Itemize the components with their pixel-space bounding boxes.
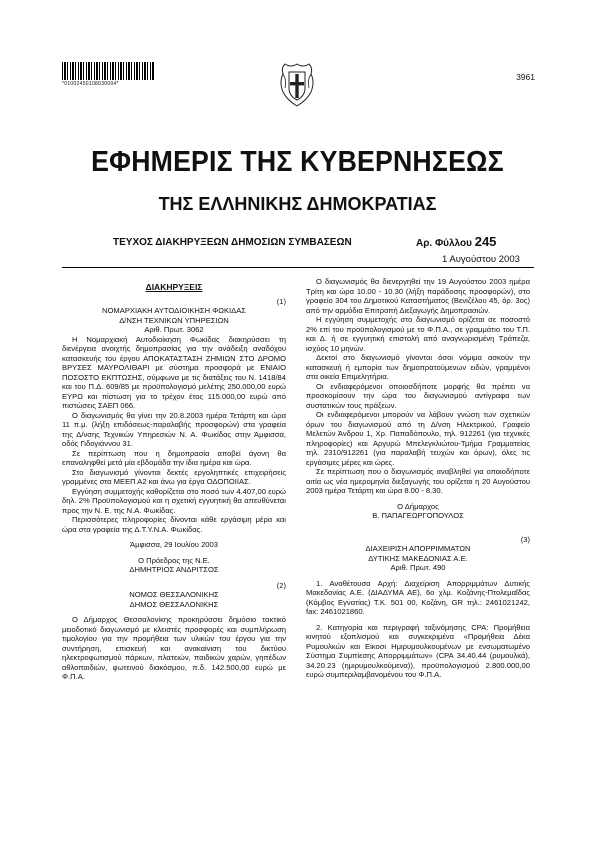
sheet-number-block <box>416 234 496 249</box>
protocol-number: Αριθ. Πρωτ. 3062 <box>144 325 204 334</box>
signer-title: Ο Πρόεδρος της Ν.Ε. <box>138 555 210 565</box>
paragraph: Ο διαγωνισμός θα γίνει την 20.8.2003 ημέρα Τετάρτη και ώρα 11 π.μ. (λήξη επιδόσεως-παραλαβής προσφορών) στα γραφεία της Δ/νσης Τεχνικών Υπηρεσιών Ν. Α. Φωκίδας στην Άμφισσα, οδός Γιδογιάννου 31. <box>62 410 286 448</box>
organization-dept: Δ/ΝΣΗ ΤΕΧΝΙΚΩΝ ΥΠΗΡΕΣΙΩΝ <box>119 315 229 325</box>
page-number: 3961 <box>516 72 535 82</box>
gazette-title: ΕΦΗΜΕΡΙΣ ΤΗΣ ΚΥΒΕΡΝΗΣΕΩΣ <box>91 146 504 178</box>
paragraph: Σε περίπτωση που ο διαγωνισμός αναβληθεί για οποιοδήποτε αιτία ως νέα ημερομηνία διεξαγωγής του ορίζεται η 20 Αυγούστου 2003 ημέρα Τετάρτη και ώρα 8.00 - 8.30. <box>306 467 530 495</box>
protocol-number: Αριθ. Πρωτ. 490 <box>390 563 446 572</box>
paragraph: Δεκτοί στο διαγωνισμό γίνονται όσοι νόμιμα ασκούν την κατασκευή ή εμπορία των δημοπρατούμενων ειδών, γραμμένοι στα οικεία Επιμελητήρια. <box>306 353 530 381</box>
paragraph: Η εγγύηση συμμετοχής στο διαγωνισμό ορίζεται σε ποσοστό 2% επί του προϋπολογισμού με το Φ.Π.Α., σε γραμμάτιο του Τ.Π. και Δ. ή σε εγγυητική επιστολή από αναγνωρισμένη Τράπεζα, ισχύος 10 μηνών. <box>306 315 530 353</box>
issue-date: 1 Αυγούστου 2003 <box>442 254 520 265</box>
notice-number: (3) <box>520 534 530 544</box>
left-column <box>62 277 286 682</box>
right-column <box>306 277 530 680</box>
paragraph: Ο διαγωνισμός θα διενεργηθεί την 19 Αυγούστου 2003 ημέρα Τρίτη και ώρα 10.00 - 10.30 (λήξη παράδοσης προσφορών), στο γραφείο 304 του Δημοτικού Καταστήματος (Βενιζέλου 45, όρ. 3ος) από την αρμόδια Επιτροπή Διεξαγωγής Δημοπρασιών. <box>306 277 530 315</box>
sheet-label: Αρ. Φύλλου <box>416 238 472 249</box>
organization-dept: ΔΗΜΟΣ ΘΕΣΣΑΛΟΝΙΚΗΣ <box>129 599 219 609</box>
organization-dept: ΔΥΤΙΚΗΣ ΜΑΚΕΔΟΝΙΑΣ Α.Ε. <box>368 553 468 563</box>
paragraph: 2. Κατηγορία και περιγραφή ταξινόμησης CPA: Προμήθεια κινητού εξοπλισμού και συγκεκριμένα «Προμήθεια Δέκα Ρυμουλκών και Είκοσι Ημιρυμουλκουμένων με ενσωματωμένο Σύστημα Συμπίεσης Απορριμμάτων» (CPA 34.40.44 (ρυμουλκά), 34.20.23 (ημιρυμουλκούμενα)), προϋπολογισμού 2.800.000,00 ευρώ συμπεριλαμβανομένου του Φ.Π.Α. <box>306 622 530 679</box>
place-date: Άμφισσα, 29 Ιουλίου 2003 <box>130 540 218 549</box>
paragraph: Οι ενδιαφερόμενοι οποιοσδήποτε μορφής θα πρέπει να προσκομίσουν την ώρα του διαγωνισμού αντίγραφα των συστατικών τους πράξεων. <box>306 381 530 410</box>
gazette-subtitle: ΤΗΣ ΕΛΛΗΝΙΚΗΣ ΔΗΜΟΚΡΑΤΙΑΣ <box>158 194 437 214</box>
issue-series: ΤΕΥΧΟΣ ΔΙΑΚΗΡΥΞΕΩΝ ΔΗΜΟΣΙΩΝ ΣΥΜΒΑΣΕΩΝ <box>113 237 352 248</box>
barcode-bars <box>62 62 154 80</box>
paragraph: Περισσότερες πληροφορίες δίνονται κάθε εργάσιμη μέρα και ώρα στα γραφεία της Δ.Τ.Υ.Ν.Α. Φωκίδας. <box>62 515 286 534</box>
section-heading: ΔΙΑΚΗΡΥΞΕΙΣ <box>145 282 203 292</box>
paragraph: Εγγύηση συμμετοχής καθορίζεται στο ποσό των 4.407,00 ευρώ δηλ. 2% Προϋπολογισμού και η σχετική εγγυητική θα απευθύνεται προς την Ν. Ε. της Ν.Α. Φωκίδας. <box>62 486 286 515</box>
paragraph: Η Νομαρχιακή Αυτοδιοίκηση Φωκίδας διακηρύσσει τη διενέργεια ανοιχτής δημοπρασίας για την ανάδειξη αναδόχου κατασκευής του έργου ΑΠΟΚΑΤΑΣΤΑΣΗ ΖΗΜΙΩΝ ΣΤΟ ΔΡΟΜΟ ΒΡΥΣΕΣ ΜΑΥΡΟΛΙΘΑΡΙ με σύστημα προσφορά με ΕΝΙΑΙΟ ΠΟΣΟΣΤΟ ΕΚΠΤΩΣΗΣ, σύμφωνα με τις διατάξεις του Ν. 1418/84 και του Π.Δ. 609/85 με προϋπολογισμό μελέτης 250.000,00 ευρώ ΕΥΡΩ και πίστωση για το τρέχον έτος 115.000,00 ευρώ από πιστώσεις ΣΑΕΠ 066. <box>62 334 286 410</box>
coat-of-arms-icon <box>277 60 317 108</box>
paragraph: 1. Αναθέτουσα Αρχή: Διαχείριση Απορριμμάτων Δυτικής Μακεδονίας Α.Ε. (ΔΙΑΔΥΜΑ ΑΕ), 6ο χλμ. Κοζάνης-Πτολεμαΐδας (Κόμβος Εγνατίας) Τ.Κ. 501 00, Κοζάνη, GR τηλ.: 2461021242, fax: 2461021860. <box>306 578 530 616</box>
barcode <box>62 62 154 90</box>
notice-number: (1) <box>276 296 286 306</box>
organization-name: ΝΟΜΑΡΧΙΑΚΗ ΑΥΤΟΔΙΟΙΚΗΣΗ ΦΩΚΙΔΑΣ <box>102 306 246 315</box>
paragraph: Οι ενδιαφερόμενοι μπορούν να λάβουν γνώση των σχετικών όρων του διαγωνισμού από τη Δ/νση Ηλεκτρικού, Γραφείο Μελετών Άνδρου 1, Χρ. Παπαδόπουλο, τηλ. 912261 (για τεχνικές πληροφορίες) και Αργυρώ Μπελεγκλιώτου-Τμήμα Γραμματείας τηλ. 2310/912261 (για παραλαβή τευχών και όρων), όλες τις εργάσιμες μέρες και ώρες. <box>306 410 530 467</box>
signer-name: Β. ΠΑΠΑΓΕΩΡΓΟΠΟΥΛΟΣ <box>372 511 464 520</box>
signer-name: ΔΗΜΗΤΡΙΟΣ ΑΝΔΡΙΤΣΟΣ <box>129 565 219 574</box>
organization-name: ΔΙΑΧΕΙΡΙΣΗ ΑΠΟΡΡΙΜΜΑΤΩΝ <box>365 544 471 553</box>
paragraph: Σε περίπτωση που η δημοπρασία αποβεί άγονη θα επαναληφθεί μετά μία εβδομάδα την ίδια ημέρα και ώρα. <box>62 448 286 467</box>
organization-name: ΝΟΜΟΣ ΘΕΣΣΑΛΟΝΙΚΗΣ <box>129 590 219 599</box>
paragraph: Ο Δήμαρχος Θεσσαλονίκης προκηρύσσει δημόσιο τακτικό μειοδοτικό διαγωνισμό με κλειστές προσφορές και συμπλήρωση τιμολογίου για την προμήθεια των υλικών του έργου για την συντήρηση, επισκευή και ανακαίνιση του δικτύου ηλεκτροφωτισμού πάρκων, πλατειών, παιδικών χαρών, γηπέδων αθλοπαιδιών, φωτεινού διακόσμου, π.δ. 142.500,00 ευρώ με Φ.Π.Α. <box>62 615 286 681</box>
sheet-number: 245 <box>474 234 497 249</box>
barcode-number: *01002450108030004* <box>62 81 119 87</box>
header-divider <box>62 267 534 268</box>
signer-title: Ο Δήμαρχος <box>397 501 439 511</box>
notice-number: (2) <box>276 580 286 590</box>
paragraph: Στο διαγωνισμό γίνονται δεκτές εργοληπτικές επιχειρήσεις γραμμένες στα ΜΕΕΠ Α2 και άνω για έργα ΟΔΟΠΟΙΙΑΣ. <box>62 467 286 486</box>
